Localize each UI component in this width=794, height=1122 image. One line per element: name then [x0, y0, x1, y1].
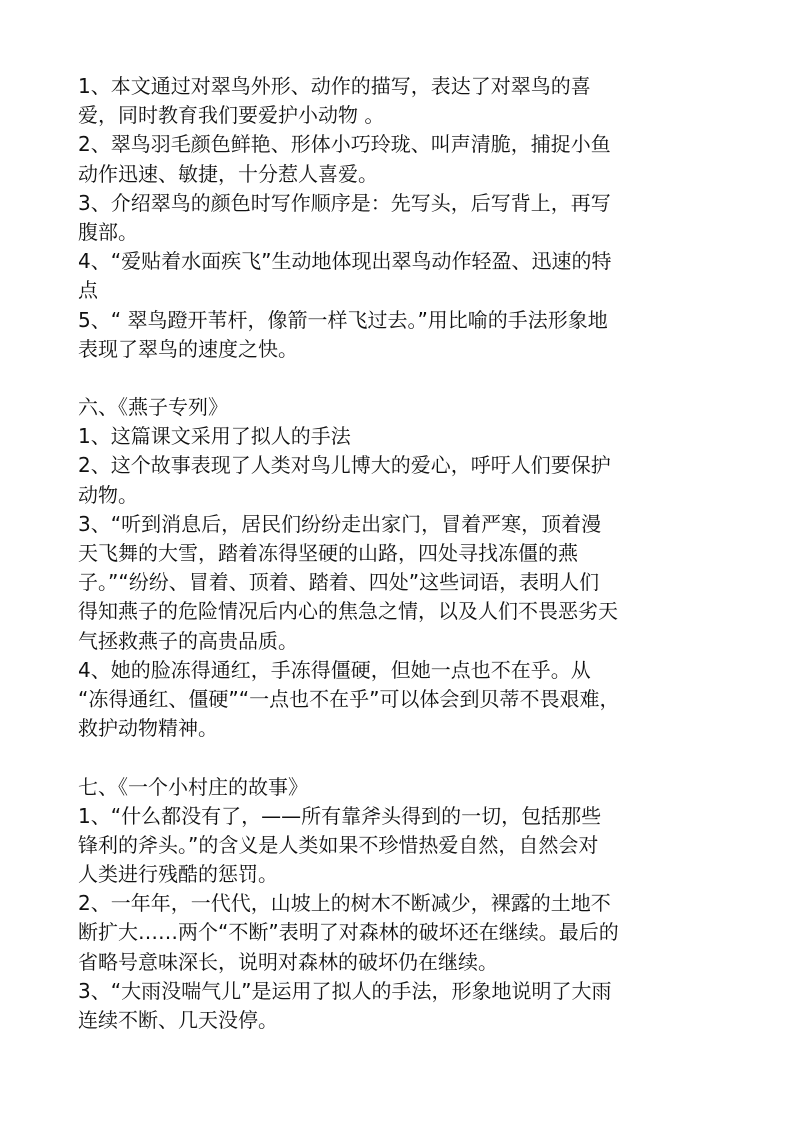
- text-line: 1、这篇课文采用了拟人的手法: [78, 424, 351, 449]
- text-line: 子。”“纷纷、冒着、顶着、踏着、四处”这些词语，表明人们: [78, 570, 600, 595]
- text-line: 1、本文通过对翠鸟外形、动作的描写，表达了对翠鸟的喜: [78, 74, 591, 98]
- text-line: 1、“什么都没有了，——所有靠斧头得到的一切，包括那些: [78, 803, 602, 828]
- text-line: 动作迅速、敏捷，十分惹人喜爱。: [78, 161, 378, 186]
- text-line: 2、这个故事表现了人类对鸟儿博大的爱心，呼吁人们要保护: [78, 453, 611, 478]
- text-line: 3、介绍翠鸟的颜色时写作顺序是：先写头，后写背上，再写: [78, 190, 611, 215]
- text-line: 4、“爱贴着水面疾飞”生动地体现出翠鸟动作轻盈、迅速的特: [78, 249, 612, 274]
- text-line: 3、“听到消息后，居民们纷纷走出家门，冒着严寒，顶着漫: [78, 511, 602, 536]
- paragraph-gap: [78, 364, 768, 393]
- text-line: 救护动物精神。: [78, 716, 218, 741]
- text-line: 2、一年年，一代代，山坡上的树木不断减少，裸露的土地不: [78, 891, 611, 916]
- text-line: “冻得通红、僵硬”“一点也不在乎”可以体会到贝蒂不畏艰难，: [78, 686, 620, 711]
- section-swallow-express: [78, 393, 768, 743]
- text-line: 锋利的斧头。”的含义是人类如果不珍惜热爱自然，自然会对: [78, 832, 599, 857]
- text-line: 表现了翠鸟的速度之快。: [78, 336, 298, 361]
- section-heading: 六、《燕子专列》: [78, 395, 228, 420]
- section-village-story: [78, 773, 768, 1036]
- text-line: 3、“大雨没喘气儿”是运用了拟人的手法，形象地说明了大雨: [78, 978, 612, 1003]
- text-line: 连续不断、几天没停。: [78, 1008, 278, 1032]
- paragraph-gap: [78, 743, 768, 772]
- text-line: 省略号意味深长，说明对森林的破坏仍在继续。: [78, 949, 498, 974]
- text-line: 人类进行残酷的惩罚。: [78, 862, 278, 887]
- text-line: 点: [78, 278, 98, 303]
- text-line: 5、“ 翠鸟蹬开苇杆，像箭一样飞过去。”用比喻的手法形象地: [78, 307, 608, 332]
- document-page: [78, 72, 768, 1035]
- text-line: 4、她的脸冻得通红，手冻得僵硬，但她一点也不在乎。从: [78, 657, 591, 682]
- text-line: 断扩大……两个“不断”表明了对森林的破坏还在继续。最后的: [78, 920, 619, 945]
- section-heading: 七、《一个小村庄的故事》: [78, 774, 308, 799]
- text-line: 天飞舞的大雪，踏着冻得坚硬的山路，四处寻找冻僵的燕: [78, 541, 578, 565]
- text-line: 2、翠鸟羽毛颜色鲜艳、形体小巧玲珑、叫声清脆，捕捉小鱼: [78, 132, 611, 157]
- text-line: 气拯救燕子的高贵品质。: [78, 628, 298, 653]
- section-kingfisher-notes: [78, 72, 768, 364]
- text-line: 爱，同时教育我们要爱护小动物 。: [78, 103, 385, 128]
- text-line: 腹部。: [78, 219, 138, 244]
- text-line: 得知燕子的危险情况后内心的焦急之情，以及人们不畏恶劣天: [78, 599, 618, 624]
- text-line: 动物。: [78, 482, 138, 507]
